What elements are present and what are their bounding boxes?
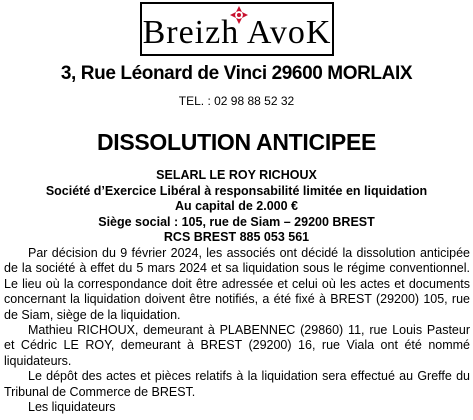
paragraph-decision: Par décision du 9 février 2024, les associés ont décidé la dissolution anticipée de la société à effet du 5 mars 2024 et sa liquidation sous le régime conventionnel. Le lieu où la correspondance doit être adressée et celui où les actes et documents concernant la liquidation doivent être notifiés, a été fixé à BREST (29200) 105, rue de Siam, siège de la liquidation. <box>4 246 470 322</box>
company-name: SELARL LE ROY RICHOUX <box>156 168 317 182</box>
paragraph-filing: Le dépôt des actes et pièces relatifs à la liquidation sera effectué au Greffe du Tribunal de Commerce de BREST. <box>4 369 470 399</box>
company-seat: Siège social : 105, rue de Siam – 29200 BREST <box>98 214 375 229</box>
address: 3, Rue Léonard de Vinci 29600 MORLAIX <box>60 63 413 84</box>
logo <box>140 2 334 56</box>
company-rcs: RCS BREST 885 053 561 <box>163 230 310 244</box>
notice-body <box>4 246 470 415</box>
phone-number: TEL. : 02 98 88 52 32 <box>178 94 295 108</box>
company-block <box>0 168 473 246</box>
logo-text: Breizh AvoK <box>142 14 332 51</box>
notice-title: DISSOLUTION ANTICIPEE <box>96 129 377 155</box>
company-form: Société d’Exercice Libéral à responsabilité limitée en liquidation <box>45 183 428 198</box>
paragraph-liquidators: Mathieu RICHOUX, demeurant à PLABENNEC (29860) 11, rue Louis Pasteur et Cédric LE ROY, demeurant à BREST (29200) 16, rue Viala ont été nommé liquidateurs. <box>4 323 470 368</box>
company-capital: Au capital de 2.000 € <box>175 199 298 213</box>
paragraph-signature: Les liquidateurs <box>28 400 116 415</box>
